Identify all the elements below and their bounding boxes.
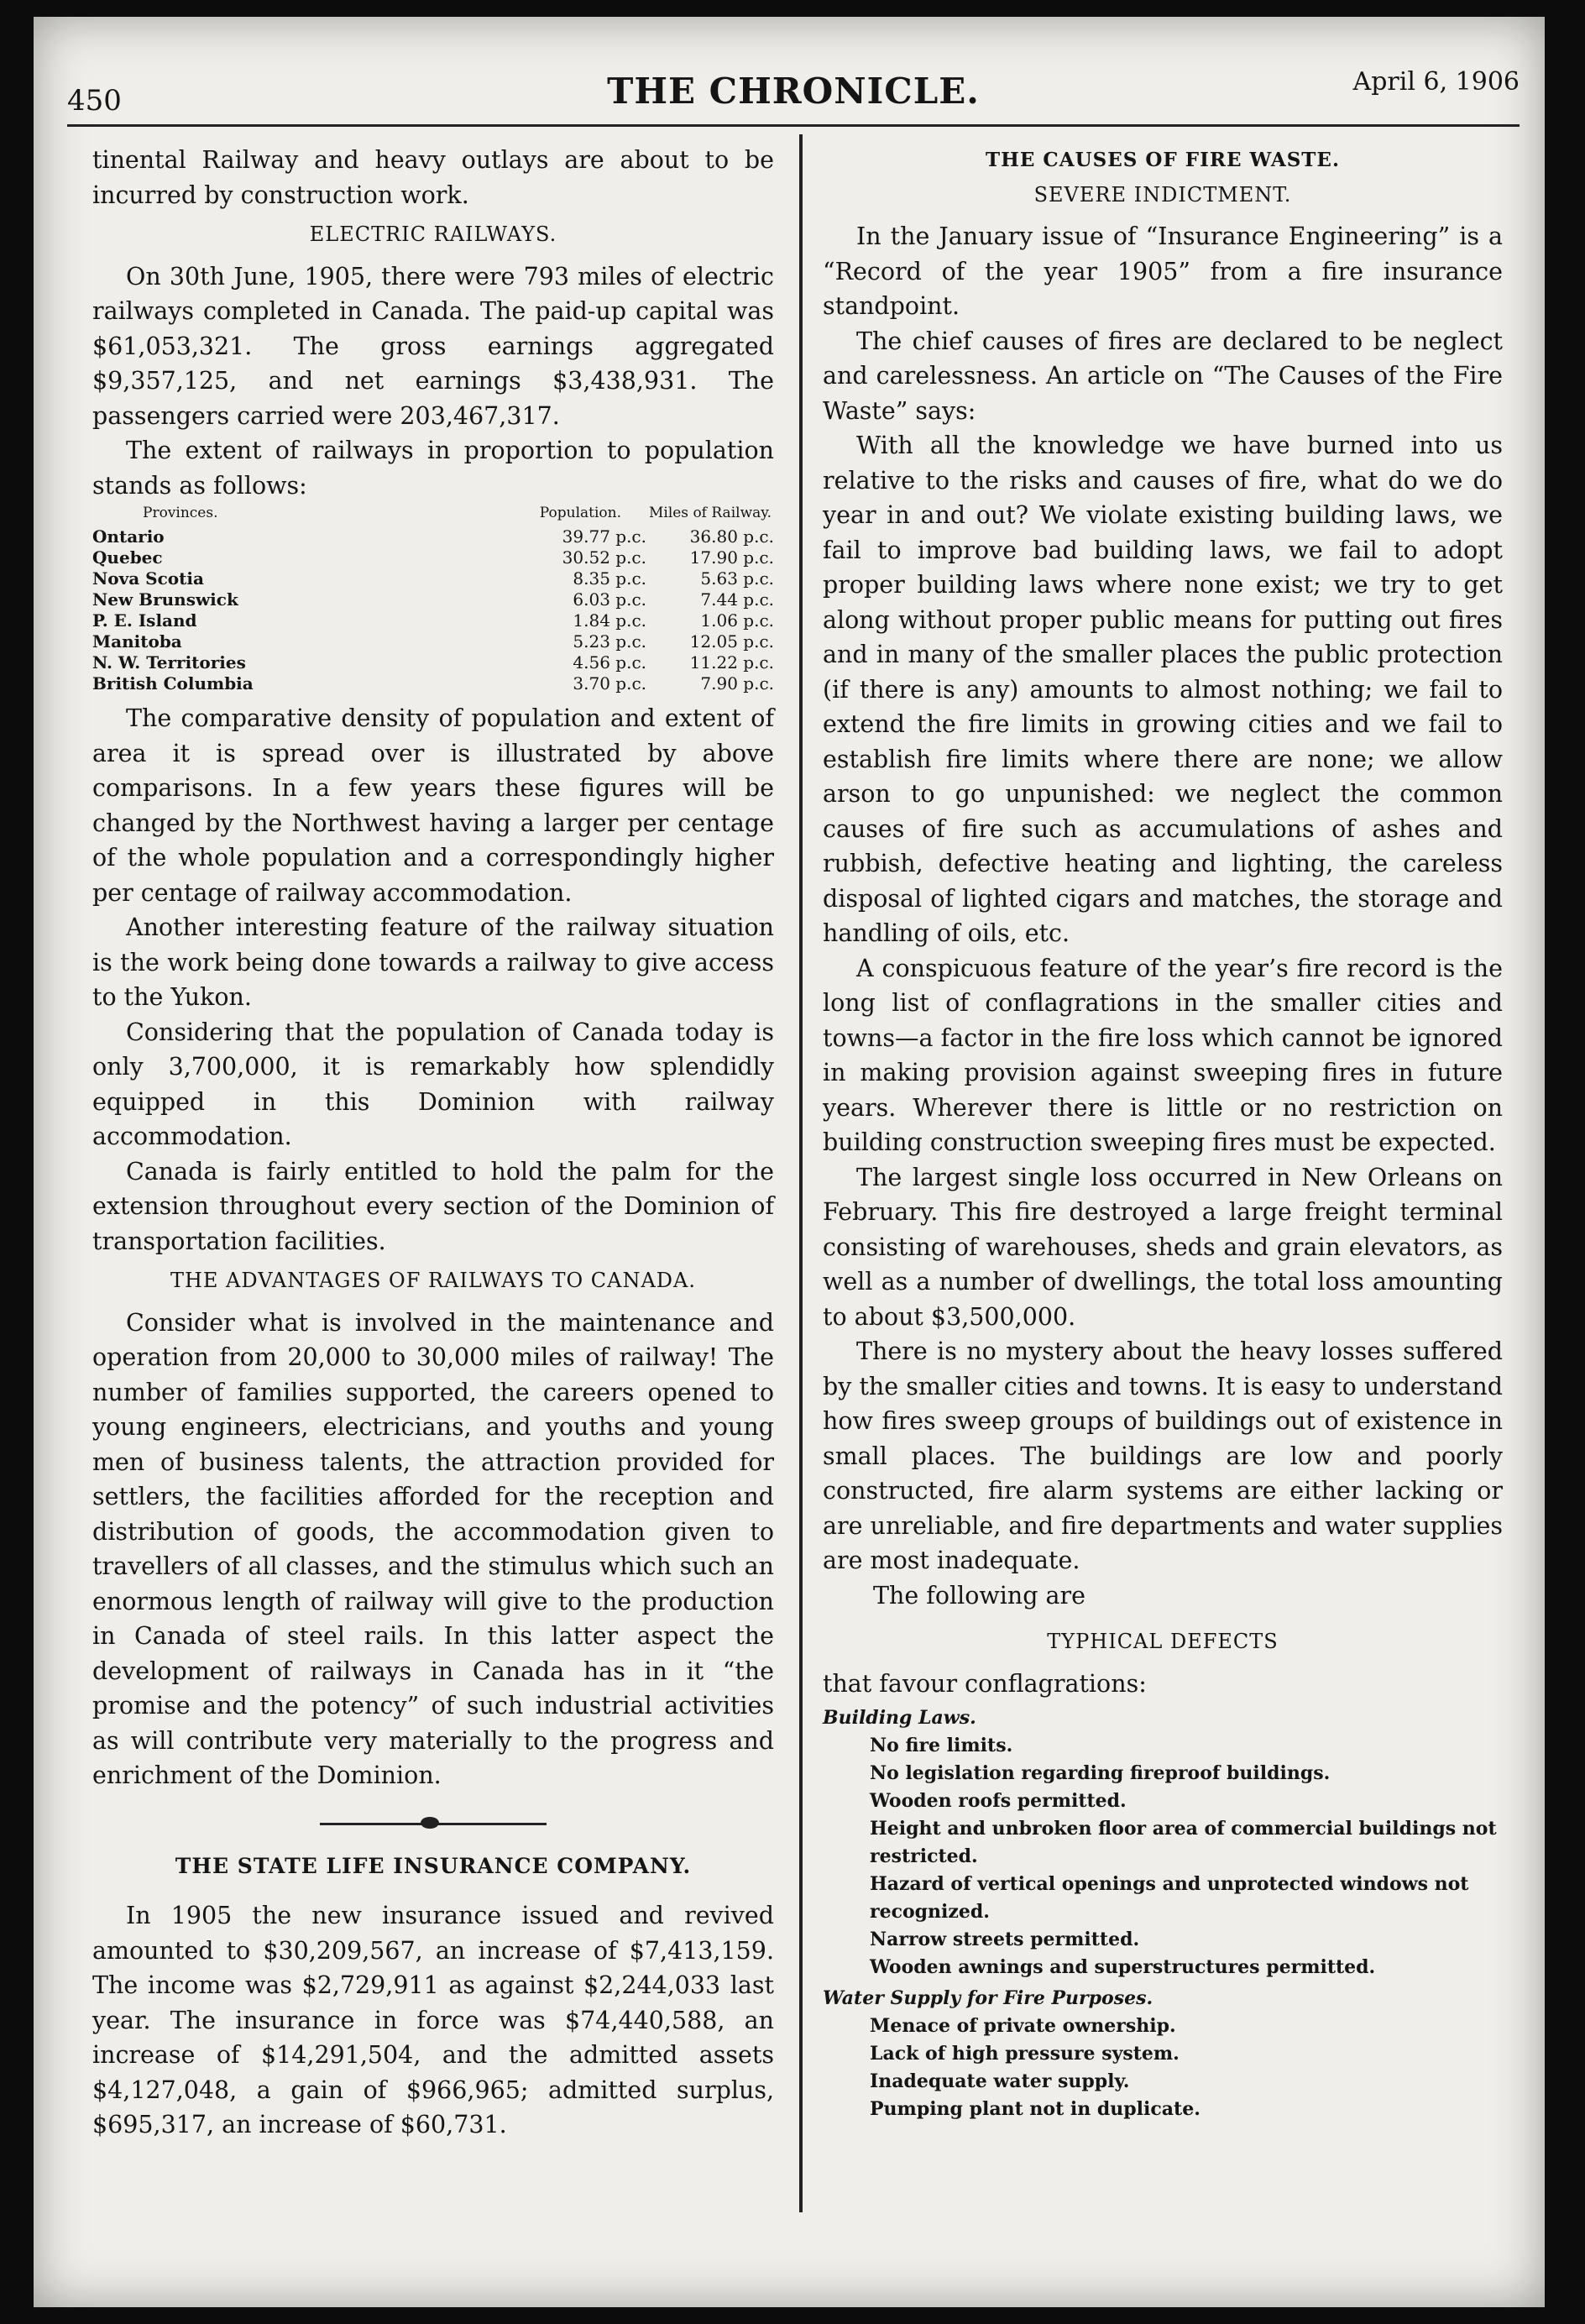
table-row (92, 547, 774, 568)
table-cell-population: 4.56 p.c. (573, 652, 646, 673)
state-life-paragraph: In 1905 the new insurance issued and revived amounted to $30,209,567, an increase of $7,413,159. The income was $2,729,911 as against $2,244,033 last year. The insurance in force was $74,440,588, an increase of $14,291,504, and the admitted assets $4,127,048, a gain of $966,965; admitted surplus, $695,317, an increase of $60,731. (92, 1902, 774, 2138)
list-item: Wooden awnings and superstructures permitted. (870, 1956, 1376, 1978)
fire-paragraph-7: The following are (873, 1581, 1086, 1610)
table-header-miles: Miles of Railway. (648, 505, 772, 521)
table-cell-province: Quebec (92, 547, 163, 568)
building-laws-heading: Building Laws. (823, 1707, 976, 1729)
density-paragraph: The comparative density of population and extent of area it is spread over is illustrated by above comparisons. In a few years these figures will be changed by the Northwest having a larger per centage of the whole population and a correspondingly higher per centage of railway accommodation. (92, 704, 774, 907)
table-cell-miles: 7.90 p.c. (700, 673, 774, 694)
page-number: 450 (67, 84, 122, 118)
fire-paragraph-2: The chief causes of fires are declared to be neglect and carelessness. An article on “The Causes of the Fire Waste” says: (823, 327, 1503, 425)
table-body (92, 526, 774, 694)
yukon-paragraph: Another interesting feature of the railway situation is the work being done towards a railway to give access to the Yukon. (92, 913, 774, 1011)
table-cell-province: British Columbia (92, 673, 254, 694)
newspaper-page (34, 17, 1545, 2307)
table-row (92, 526, 774, 547)
list-item: Pumping plant not in duplicate. (870, 2098, 1201, 2120)
table-cell-population: 6.03 p.c. (573, 589, 646, 610)
fire-waste-subtitle: SEVERE INDICTMENT. (1033, 182, 1292, 207)
advantages-paragraph: Consider what is involved in the maintenance and operation from 20,000 to 30,000 miles of railway! The number of families supported, the careers opened to young engineers, electricians, and youths and young men of business talents, the attraction provided for settlers, the facilities afforded for the reception and distribution of goods, the accommodation given to travellers of all classes, and the stimulus which such an enormous length of railway will give to the production in Canada of steel rails. In this latter aspect the development of railways in Canada has in it “the promise and the potency” of such industrial activities as will contribute very materially to the progress and enrichment of the Dominion. (92, 1308, 774, 1789)
list-item: No legislation regarding fireproof buildings. (870, 1762, 1331, 1784)
water-supply-list (823, 2013, 1503, 2123)
fire-paragraph-5: The largest single loss occurred in New Orleans on February. This fire destroyed a large freight terminal consisting of warehouses, sheds and grain elevators, as well as a number of dwellings, the total loss amounting to about $3,500,000. (823, 1163, 1503, 1331)
table-cell-miles: 5.63 p.c. (700, 568, 774, 589)
state-life-heading: THE STATE LIFE INSURANCE COMPANY. (175, 1853, 692, 1878)
electric-railways-heading: ELECTRIC RAILWAYS. (309, 222, 557, 246)
list-item: No fire limits. (870, 1735, 1013, 1756)
table-cell-miles: 11.22 p.c. (689, 652, 774, 673)
table-row (92, 589, 774, 610)
table-cell-miles: 36.80 p.c. (689, 526, 774, 547)
table-cell-population: 30.52 p.c. (562, 547, 646, 568)
list-item: Narrow streets permitted. (870, 1929, 1140, 1950)
left-column (92, 143, 774, 2143)
building-laws-list (823, 1732, 1503, 1981)
table-header-population: Population. (539, 505, 621, 521)
table-row (92, 610, 774, 631)
publication-title: THE CHRONICLE. (607, 71, 980, 112)
table-cell-miles: 17.90 p.c. (689, 547, 774, 568)
table-cell-population: 5.23 p.c. (573, 631, 646, 652)
page-header (67, 62, 1520, 129)
table-header-row (92, 505, 774, 526)
table-cell-population: 3.70 p.c. (573, 673, 646, 694)
table-row (92, 568, 774, 589)
table-cell-population: 1.84 p.c. (573, 610, 646, 631)
table-row (92, 631, 774, 652)
palm-paragraph: Canada is fairly entitled to hold the palm for the extension throughout every section of the Dominion of transportation facilities. (92, 1157, 774, 1255)
advantages-heading: THE ADVANTAGES OF RAILWAYS TO CANADA. (170, 1269, 697, 1292)
header-rule (67, 124, 1520, 127)
column-divider (799, 134, 803, 2212)
table-cell-population: 39.77 p.c. (562, 526, 646, 547)
table-row (92, 673, 774, 694)
table-header-provinces: Provinces. (143, 505, 218, 521)
railway-population-table (92, 505, 774, 694)
typical-defects-heading: TYPHICAL DEFECTS (1047, 1630, 1279, 1653)
extent-paragraph: The extent of railways in proportion to population stands as follows: (92, 437, 774, 500)
table-cell-province: N. W. Territories (92, 652, 246, 673)
list-item: Hazard of vertical openings and unprotected windows not recognized. (870, 1873, 1469, 1923)
right-column (823, 143, 1503, 2123)
issue-date: April 6, 1906 (1352, 67, 1520, 97)
list-item: Inadequate water supply. (870, 2070, 1130, 2092)
table-row (92, 652, 774, 673)
intro-paragraph: tinental Railway and heavy outlays are about to be incurred by construction work. (92, 146, 774, 209)
water-supply-heading: Water Supply for Fire Purposes. (823, 1987, 1153, 2009)
table-cell-miles: 12.05 p.c. (689, 631, 774, 652)
list-item: Menace of private ownership. (870, 2015, 1176, 2037)
table-cell-province: New Brunswick (92, 589, 238, 610)
table-cell-population: 8.35 p.c. (573, 568, 646, 589)
fire-waste-title: THE CAUSES OF FIRE WASTE. (986, 149, 1340, 171)
table-cell-miles: 7.44 p.c. (700, 589, 774, 610)
list-item: Lack of high pressure system. (870, 2043, 1180, 2065)
list-item: Wooden roofs permitted. (870, 1790, 1127, 1812)
ornament-diamond-icon (421, 1817, 439, 1829)
fire-paragraph-4: A conspicuous feature of the year’s fire record is the long list of conflagrations in the smaller cities and towns—a factor in the fire loss which cannot be ignored in making provision against sweeping fires in future years. Wherever there is little or no restriction on building construction sweeping fires must be expected. (823, 954, 1503, 1156)
table-cell-province: Ontario (92, 526, 165, 547)
fire-paragraph-3: With all the knowledge we have burned into us relative to the risks and causes of fire, what do we do year in and out? We violate existing building laws, we fail to improve bad building laws, we fail to adopt proper building laws where none exist; we try to get along without proper public means for putting out fires and in many of the smaller places the public protection (if there is any) amounts to almost nothing; we fail to extend the fire limits in growing cities and we fail to establish fire limits where there are none; we allow arson to go unpunished: we neglect the common causes of fire such as accumulations of ashes and rubbish, defective heating and lighting, the careless disposal of lighted cigars and matches, the storage and handling of oils, etc. (823, 432, 1503, 947)
fire-paragraph-8: that favour conflagrations: (823, 1669, 1147, 1698)
electric-railways-paragraph: On 30th June, 1905, there were 793 miles of electric railways completed in Canada. The paid-up capital was $61,053,321. The gross earnings aggregated $9,357,125, and net earnings $3,438,931. The passengers carried were 203,467,317. (92, 262, 774, 430)
section-ornament (320, 1817, 547, 1830)
table-cell-miles: 1.06 p.c. (700, 610, 774, 631)
table-cell-province: P. E. Island (92, 610, 197, 631)
list-item: Height and unbroken floor area of commercial buildings not restricted. (870, 1818, 1497, 1867)
table-cell-province: Manitoba (92, 631, 182, 652)
table-cell-province: Nova Scotia (92, 568, 204, 589)
considering-paragraph: Considering that the population of Canada today is only 3,700,000, it is remarkably how splendidly equipped in this Dominion with railway accommodation. (92, 1018, 774, 1150)
fire-paragraph-1: In the January issue of “Insurance Engineering” is a “Record of the year 1905” from a fire insurance standpoint. (823, 222, 1503, 320)
fire-paragraph-6: There is no mystery about the heavy losses suffered by the smaller cities and towns. It is easy to understand how fires sweep groups of buildings out of existence in small places. The buildings are low and poorly constructed, fire alarm systems are either lacking or are unreliable, and fire departments and water supplies are most inadequate. (823, 1337, 1503, 1574)
